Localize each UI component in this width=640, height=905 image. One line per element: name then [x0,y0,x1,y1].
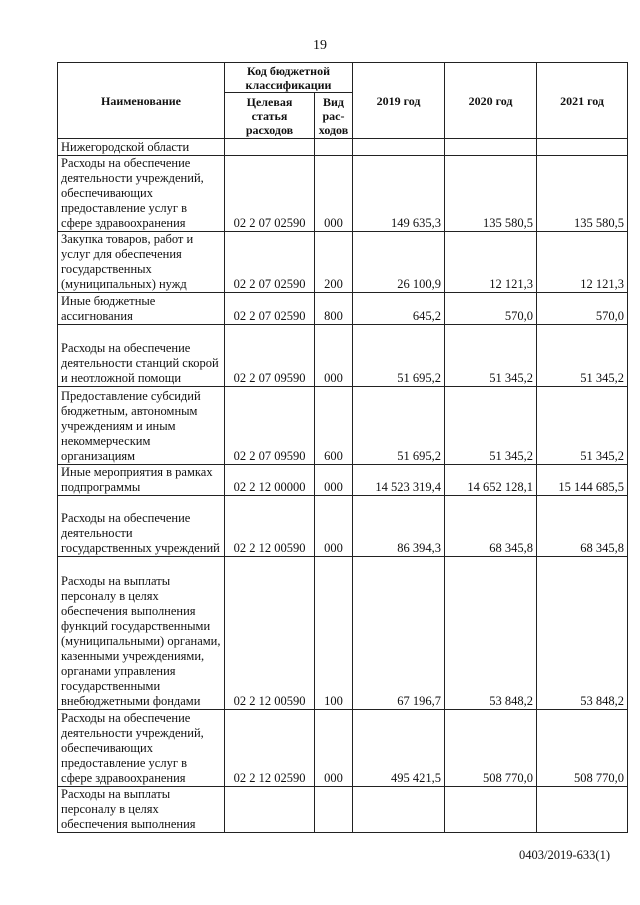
header-target: Целевая статья расходов [225,93,315,139]
cell-name: Расходы на обеспечение деятельности учреждений, обеспечивающих предоставление услуг в сфере здравоохранения [58,710,225,787]
cell-target-code: 02 2 12 02590 [225,710,315,787]
table-row [58,787,628,833]
cell-target-code: 02 2 07 09590 [225,387,315,465]
cell-2019: 149 635,3 [353,156,445,232]
cell-vid [315,787,353,833]
header-2020: 2020 год [445,63,537,139]
cell-2021: 15 144 685,5 [537,465,628,496]
cell-2019: 26 100,9 [353,232,445,293]
cell-2019: 645,2 [353,293,445,325]
cell-2020: 570,0 [445,293,537,325]
cell-2020: 508 770,0 [445,710,537,787]
cell-2021: 53 848,2 [537,557,628,710]
cell-2021 [537,787,628,833]
cell-vid: 000 [315,496,353,557]
cell-vid: 000 [315,156,353,232]
table-row [58,325,628,387]
cell-name: Расходы на выплаты персоналу в целях обеспечения выполнения [58,787,225,833]
table-row [58,293,628,325]
cell-target-code: 02 2 07 02590 [225,232,315,293]
cell-target-code: 02 2 12 00000 [225,465,315,496]
cell-2021: 51 345,2 [537,325,628,387]
document-number: 0403/2019-633(1) [519,848,610,862]
table-row [58,710,628,787]
cell-2019 [353,139,445,156]
cell-2019: 51 695,2 [353,387,445,465]
cell-name: Расходы на выплаты персоналу в целях обеспечения выполнения функций государственными (муниципальными) органами, казенными учреждениями, органами управления государственными внебюджетными фондами [58,557,225,710]
cell-vid [315,139,353,156]
header-code-group: Код бюджетной классификации [225,63,353,93]
cell-target-code: 02 2 12 00590 [225,496,315,557]
cell-2020 [445,787,537,833]
cell-target-code: 02 2 07 02590 [225,156,315,232]
cell-name: Нижегородской области [58,139,225,156]
cell-2019: 51 695,2 [353,325,445,387]
cell-target-code [225,139,315,156]
cell-vid: 600 [315,387,353,465]
cell-name: Расходы на обеспечение деятельности станций скорой и неотложной помощи [58,325,225,387]
cell-2020 [445,139,537,156]
cell-vid: 000 [315,465,353,496]
cell-2021: 68 345,8 [537,496,628,557]
cell-2020: 14 652 128,1 [445,465,537,496]
table-body [58,139,628,833]
cell-name: Предоставление субсидий бюджетным, автономным учреждениям и иным некоммерческим организациям [58,387,225,465]
page-number: 19 [313,38,327,53]
cell-name: Иные мероприятия в рамках подпрограммы [58,465,225,496]
cell-2021: 12 121,3 [537,232,628,293]
cell-2020: 12 121,3 [445,232,537,293]
cell-2020: 51 345,2 [445,387,537,465]
cell-vid: 000 [315,710,353,787]
cell-2021 [537,139,628,156]
cell-name: Расходы на обеспечение деятельности учреждений, обеспечивающих предоставление услуг в сфере здравоохранения [58,156,225,232]
cell-2021: 135 580,5 [537,156,628,232]
cell-2020: 135 580,5 [445,156,537,232]
table-row [58,557,628,710]
header-name: Наименование [58,63,225,139]
cell-name: Расходы на обеспечение деятельности государственных учреждений [58,496,225,557]
table-row [58,387,628,465]
cell-vid: 200 [315,232,353,293]
header-vid: Вид рас-ходов [315,93,353,139]
cell-target-code [225,787,315,833]
cell-vid: 000 [315,325,353,387]
cell-target-code: 02 2 07 09590 [225,325,315,387]
cell-2020: 68 345,8 [445,496,537,557]
cell-2021: 51 345,2 [537,387,628,465]
table-row [58,232,628,293]
cell-2020: 51 345,2 [445,325,537,387]
table-row [58,156,628,232]
cell-name: Иные бюджетные ассигнования [58,293,225,325]
header-2019: 2019 год [353,63,445,139]
budget-table [57,62,628,833]
cell-name: Закупка товаров, работ и услуг для обеспечения государственных (муниципальных) нужд [58,232,225,293]
cell-2019 [353,787,445,833]
cell-target-code: 02 2 12 00590 [225,557,315,710]
cell-2021: 508 770,0 [537,710,628,787]
cell-2019: 86 394,3 [353,496,445,557]
cell-target-code: 02 2 07 02590 [225,293,315,325]
cell-2020: 53 848,2 [445,557,537,710]
table-row [58,139,628,156]
cell-vid: 800 [315,293,353,325]
cell-2019: 67 196,7 [353,557,445,710]
header-2021: 2021 год [537,63,628,139]
table-row [58,496,628,557]
cell-2019: 14 523 319,4 [353,465,445,496]
cell-2019: 495 421,5 [353,710,445,787]
cell-2021: 570,0 [537,293,628,325]
table-row [58,465,628,496]
cell-vid: 100 [315,557,353,710]
